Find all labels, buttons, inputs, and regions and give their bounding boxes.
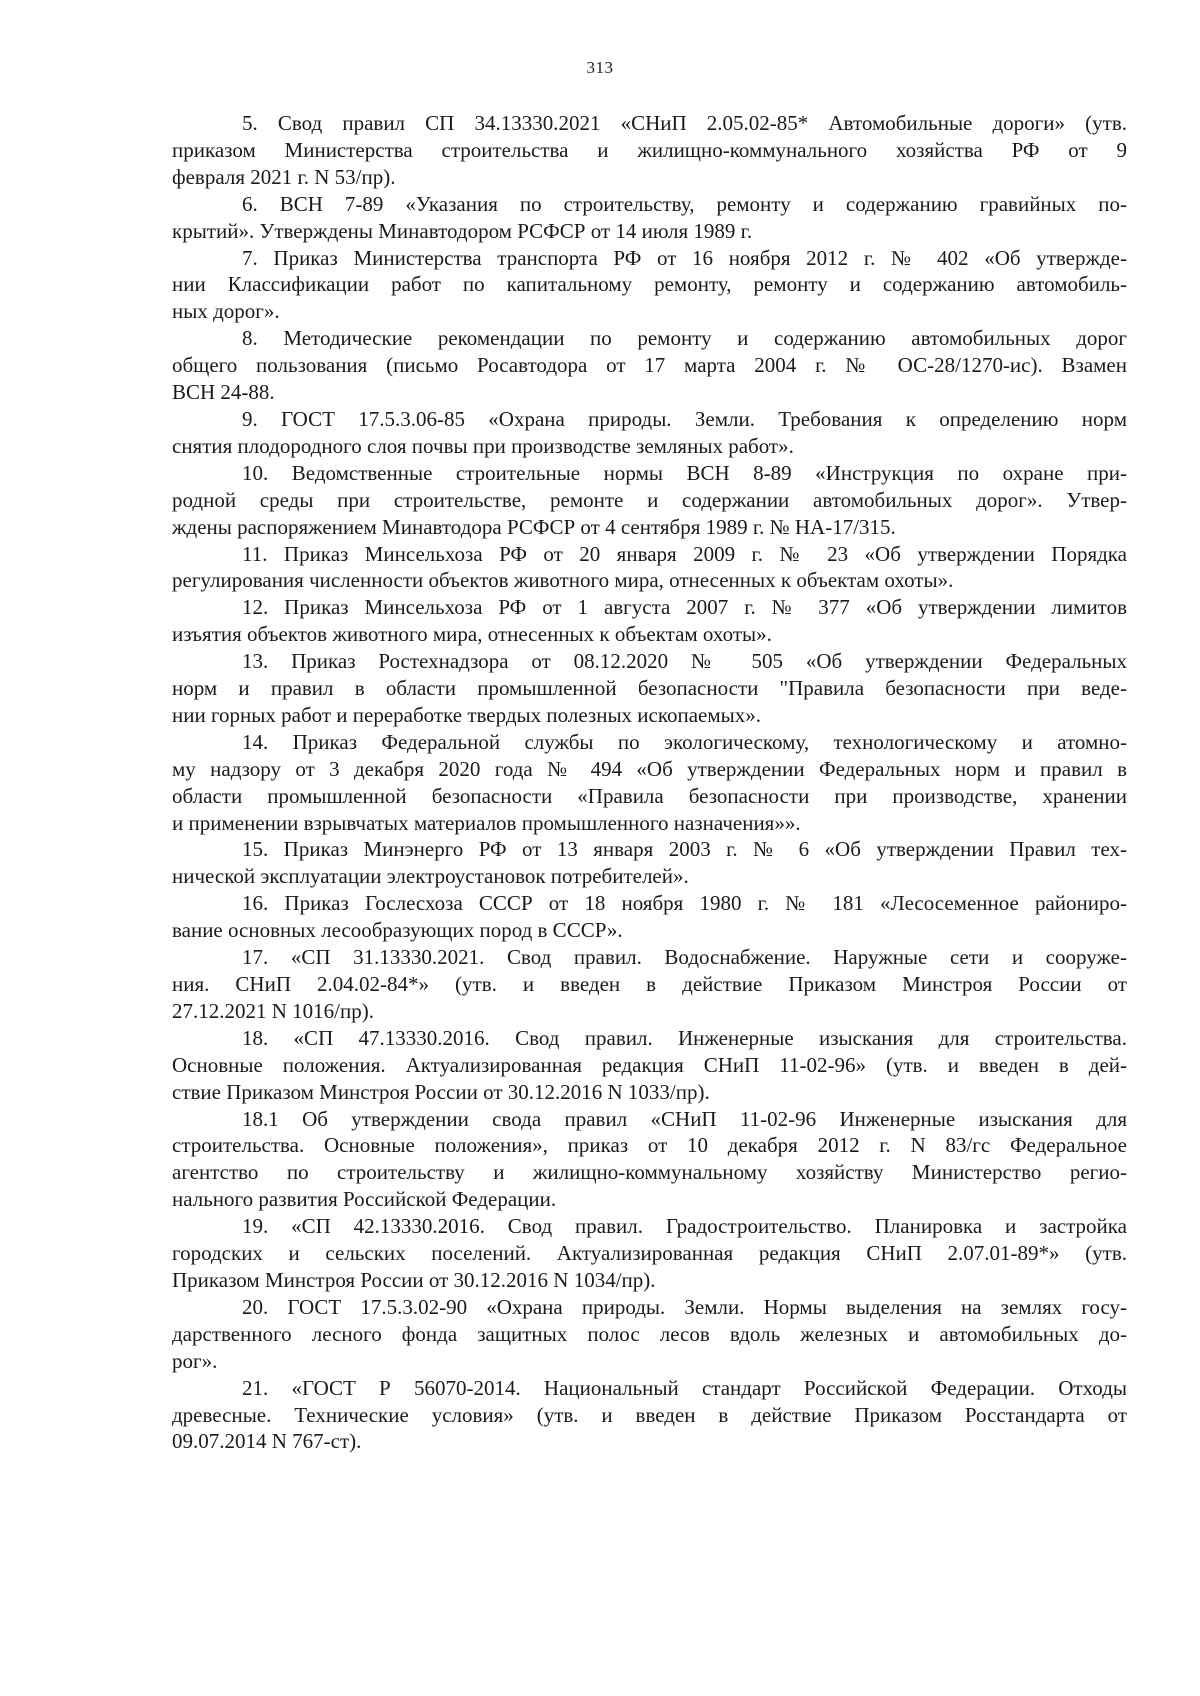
reference-item <box>172 110 1127 191</box>
reference-line: 11. Приказ Минсельхоза РФ от 20 января 2009 г. № 23 «Об утверждении Порядка <box>242 541 1127 566</box>
reference-line: ждены распоряжением Минавтодора РСФСР от 4 сентября 1989 г. № НА-17/315. <box>172 514 896 539</box>
reference-line: 18. «СП 47.13330.2016. Свод правил. Инженерные изыскания для строительства. <box>242 1025 1127 1050</box>
reference-item <box>172 1294 1127 1375</box>
reference-line: 9. ГОСТ 17.5.3.06-85 «Охрана природы. Земли. Требования к определению норм <box>242 406 1127 431</box>
reference-line: 18.1 Об утверждении свода правил «СНиП 11-02-96 Инженерные изыскания для <box>242 1106 1127 1131</box>
reference-item <box>172 1213 1127 1294</box>
reference-item <box>172 1106 1127 1214</box>
reference-item <box>172 890 1127 944</box>
reference-line: 6. ВСН 7-89 «Указания по строительству, ремонту и содержанию гравийных по- <box>242 191 1127 216</box>
reference-line: ных дорог». <box>172 299 280 324</box>
reference-line: ствие Приказом Минстроя России от 30.12.2016 N 1033/пр). <box>172 1079 710 1104</box>
reference-line: 7. Приказ Министерства транспорта РФ от 16 ноября 2012 г. № 402 «Об утвержде- <box>242 245 1127 270</box>
reference-line: нии горных работ и переработке твердых полезных ископаемых». <box>172 702 762 727</box>
reference-line: нической эксплуатации электроустановок потребителей». <box>172 864 689 889</box>
reference-line: дарственного лесного фонда защитных полос лесов вдоль железных и автомобильных до- <box>172 1321 1127 1346</box>
reference-line: нии Классификации работ по капитальному ремонту, ремонту и содержанию автомобиль- <box>172 272 1127 297</box>
reference-line: изъятия объектов животного мира, отнесенных к объектам охоты». <box>172 622 772 647</box>
reference-line: 20. ГОСТ 17.5.3.02-90 «Охрана природы. Земли. Нормы выделения на землях госу- <box>242 1294 1127 1319</box>
reference-line: древесные. Технические условия» (утв. и введен в действие Приказом Росстандарта от <box>172 1402 1127 1427</box>
reference-line: вание основных лесообразующих пород в СССР». <box>172 918 623 943</box>
reference-line: 8. Методические рекомендации по ремонту и содержанию автомобильных дорог <box>242 326 1127 351</box>
reference-line: агентство по строительству и жилищно-коммунальному хозяйству Министерство регио- <box>172 1160 1127 1185</box>
reference-line: 16. Приказ Гослесхоза СССР от 18 ноября 1980 г. № 181 «Лесосеменное райониро- <box>242 891 1127 916</box>
reference-line: 17. «СП 31.13330.2021. Свод правил. Водоснабжение. Наружные сети и сооруже- <box>242 945 1127 970</box>
reference-item <box>172 944 1127 1025</box>
reference-line: 21. «ГОСТ Р 56070-2014. Национальный стандарт Российской Федерации. Отходы <box>242 1375 1127 1400</box>
reference-line: родной среды при строительстве, ремонте и содержании автомобильных дорог». Утвер- <box>172 487 1127 512</box>
reference-item <box>172 191 1127 245</box>
page-number: 313 <box>586 58 614 77</box>
reference-line: Основные положения. Актуализированная редакция СНиП 11-02-96» (утв. и введен в дей- <box>172 1052 1127 1077</box>
reference-item <box>172 1375 1127 1456</box>
reference-list <box>172 110 1127 1455</box>
reference-line: регулирования численности объектов животного мира, отнесенных к объектам охоты». <box>172 568 954 593</box>
reference-line: му надзору от 3 декабря 2020 года № 494 «Об утверждении Федеральных норм и правил в <box>172 756 1127 781</box>
reference-line: нального развития Российской Федерации. <box>172 1187 557 1212</box>
reference-line: 27.12.2021 N 1016/пр). <box>172 998 374 1023</box>
reference-item <box>172 1025 1127 1106</box>
reference-line: крытий». Утверждены Минавтодором РСФСР от 14 июля 1989 г. <box>172 218 753 243</box>
reference-line: общего пользования (письмо Росавтодора от 17 марта 2004 г. № ОС-28/1270-ис). Взамен <box>172 353 1127 378</box>
reference-line: февраля 2021 г. N 53/пр). <box>172 164 396 189</box>
reference-line: снятия плодородного слоя почвы при производстве земляных работ». <box>172 433 794 458</box>
reference-line: Приказом Минстроя России от 30.12.2016 N 1034/пр). <box>172 1267 656 1292</box>
reference-line: 13. Приказ Ростехнадзора от 08.12.2020 № 505 «Об утверждении Федеральных <box>242 649 1127 674</box>
reference-item <box>172 325 1127 406</box>
reference-line: 14. Приказ Федеральной службы по экологическому, технологическому и атомно- <box>242 729 1127 754</box>
reference-line: области промышленной безопасности «Правила безопасности при производстве, хранении <box>172 783 1127 808</box>
reference-item <box>172 729 1127 837</box>
reference-line: 5. Свод правил СП 34.13330.2021 «СНиП 2.05.02-85* Автомобильные дороги» (утв. <box>242 111 1127 135</box>
reference-line: 15. Приказ Минэнерго РФ от 13 января 2003 г. № 6 «Об утверждении Правил тех- <box>242 837 1127 862</box>
reference-item <box>172 648 1127 729</box>
reference-line: 12. Приказ Минсельхоза РФ от 1 августа 2007 г. № 377 «Об утверждении лимитов <box>242 595 1127 620</box>
reference-item <box>172 245 1127 326</box>
reference-item <box>172 836 1127 890</box>
reference-item <box>172 406 1127 460</box>
reference-item <box>172 594 1127 648</box>
reference-line: ния. СНиП 2.04.02-84*» (утв. и введен в действие Приказом Минстроя России от <box>172 972 1127 996</box>
reference-line: строительства. Основные положения», приказ от 10 декабря 2012 г. N 83/гс Федеральное <box>172 1133 1127 1158</box>
reference-line: городских и сельских поселений. Актуализированная редакция СНиП 2.07.01-89*» (утв. <box>172 1241 1127 1266</box>
reference-line: 10. Ведомственные строительные нормы ВСН 8-89 «Инструкция по охране при- <box>242 460 1127 485</box>
reference-item <box>172 460 1127 541</box>
reference-line: приказом Министерства строительства и жилищно-коммунального хозяйства РФ от 9 <box>172 137 1127 162</box>
reference-line: норм и правил в области промышленной безопасности "Правила безопасности при веде- <box>172 676 1127 701</box>
reference-line: и применении взрывчатых материалов промышленного назначения»». <box>172 810 801 835</box>
reference-line: ВСН 24-88. <box>172 380 275 405</box>
reference-line: рог». <box>172 1348 218 1373</box>
reference-line: 09.07.2014 N 767-ст). <box>172 1429 362 1454</box>
reference-line: 19. «СП 42.13330.2016. Свод правил. Градостроительство. Планировка и застройка <box>242 1214 1127 1239</box>
reference-item <box>172 541 1127 595</box>
